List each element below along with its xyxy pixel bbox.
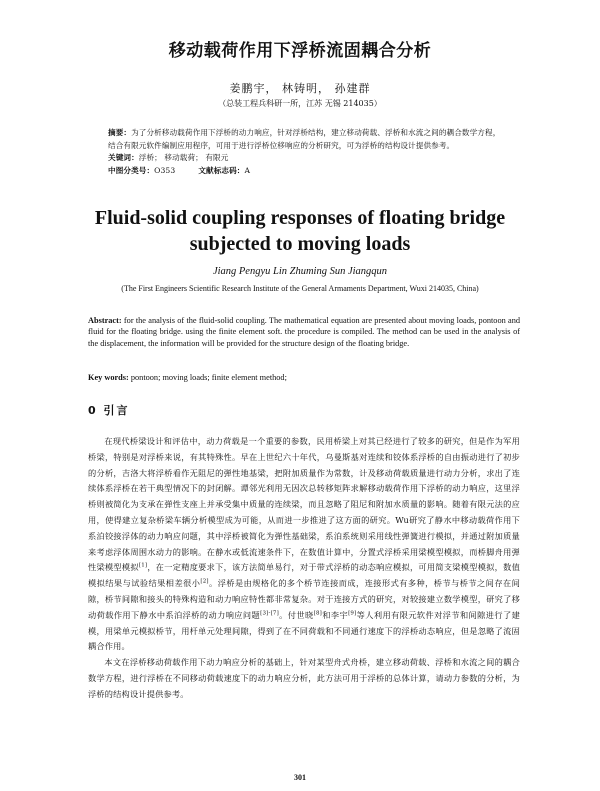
chinese-keywords-text: 浮桥； 移动载荷； 有限元 [138,153,229,162]
classification-line [108,165,508,178]
english-keywords-label: Key words: [88,373,129,382]
english-abstract-label: Abstract: [88,316,122,325]
body-paragraph-1 [88,434,520,655]
english-abstract [88,315,520,349]
citation-3-7: [3]-[7] [260,610,279,617]
chinese-authors: 姜鹏宇， 林铸明， 孙建群 [229,82,371,95]
english-authors: Jiang Pengyu Lin Zhuming Sun Jiangqun [212,266,388,277]
english-keywords [88,372,520,383]
doc-code-label: 文献标志码： [198,165,245,175]
body-p1-text-a: 在现代桥梁设计和评估中，动力荷载是一个重要的参数，民用桥梁上对其已经进行了较多的研究，但是作为军用桥梁，特别是对浮桥来说，有其特殊性。早在上世纪六十年代，乌曼斯基对连续和铰体系浮桥的自由振动进行了初步的分析，吉洛大将浮桥看作无阻尼的弹性地基梁，把附加质量作为常数，计及移动荷载质量进行动力分析，求出了连续体系浮桥在若干典型情况下的封闭解。谭邻光利用无因次总转移矩阵求解移动载荷作用下浮桥的动力响应，这里浮桥则被简化为支承在弹性支座上并承受集中质量的连续梁，而且忽略了阻尼和附加水质量的影响。随着有限元法的应用，使得建立复杂桥梁车辆分析模型成为可能，从而进一步推进了这方面的研究。Wu研究了静水中移动载荷作用下系泊铰接浮体的动力响应问题，其中浮桥被简化为弹性基础梁，系泊系统则采用线性弹簧进行模拟，并通过附加质量来考虑浮体周围水动力的影响。在静水或低流速条件下，在数值计算中，分置式浮桥采用梁模型模拟，而桥脚舟用弹性梁模型模拟 [88,436,520,573]
body-paragraph-2: 本文在浮桥移动荷载作用下动力响应分析的基础上，针对某型舟式舟桥，建立移动荷载、浮桥和水流之间的耦合数学方程，进行浮桥在不同移动荷载速度下的动力响应分析，此方法可用于浮桥的总体计算，请动力参数的分析，为浮桥的结构设计提供参考。 [88,657,520,699]
english-keywords-text: pontoon; moving loads; finite element method; [128,373,287,382]
chinese-abstract-block [108,127,508,177]
doc-code-value: A [244,165,251,175]
body-p1-text-c: 。浮桥是由规格化的多个桥节连接而成，连接形式有多种，桥节与桥节之间存在间隙，桥节间隙和接头的特殊构造和动力响应特性都非常复杂。对于连接方式的研究，对较接建立数学模型，研究了移动荷载作用下静水中系泊浮桥的动力响应问题 [88,578,521,620]
chinese-affiliation: （总装工程兵科研一所，江苏 无锡 214035） [218,99,382,108]
citation-2: [2] [200,578,209,585]
body-p1-text-b: ，在一定精度要求下，该方法简单易行，对于带式浮桥的动态响应模拟，可用简支梁模型模拟，数值模拟结果与试验结果相差很小 [88,562,520,589]
body-p1-text-e: 和李宇 [322,609,349,620]
citation-8: [8] [313,610,323,617]
english-affiliation: (The First Engineers Scientific Research Institute of the General Armaments Department, Wuxi 214035, China) [121,284,479,293]
english-title-line-2: subjected to moving loads [189,233,411,255]
chinese-abstract-text: 为了分析移动载荷作用下浮桥的动力响应，针对浮桥结构，建立移动荷载、浮桥和水流之间的耦合数学方程，结合有限元软件编制应用程序，可用于进行浮桥位移响应的分析研究，可为浮桥的结构设计提供参考。 [108,128,501,150]
section-heading-introduction: 0 引言 [88,404,130,417]
chinese-keywords [108,152,508,165]
chinese-keywords-label: 关键词： [108,153,139,162]
page-number: 301 [294,773,306,782]
chinese-abstract [108,127,508,152]
english-title [0,205,600,257]
citation-9: [9] [348,610,357,617]
citation-1: [1] [138,562,148,569]
clc-label: 中图分类号： [108,165,155,175]
chinese-abstract-label: 摘要： [108,128,132,137]
body-p1-text-f: 等人利用有限元软件对浮节和间隙进行了建模，用梁单元模拟桥节，用杆单元处理间隙，得到了在不同荷载和不同通行速度下的浮桥动态响应，但是忽略了流固耦合作用。 [88,609,520,652]
clc-value: O353 [154,165,176,175]
body-p1-text-d: 。付世晓 [278,609,314,620]
chinese-title: 移动载荷作用下浮桥流固耦合分析 [168,41,432,61]
english-title-line-1: Fluid-solid coupling responses of floating bridge [94,207,506,229]
english-abstract-text: for the analysis of the fluid-solid coupling. The mathematical equation are presented about moving loads, pontoon and fluid for the floating bridge. using the finite element soft. the procedure is compiled. The method can be used in the analysis of the displacement, the information will be provided for the structure design of the floating bridge. [88,316,520,348]
body-text [88,434,520,703]
